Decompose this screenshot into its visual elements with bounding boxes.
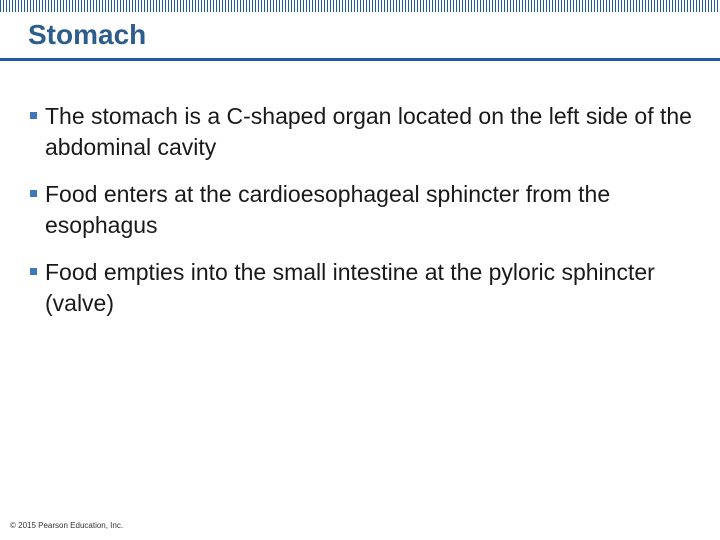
bullet-item	[28, 179, 708, 241]
bullet-item	[28, 101, 708, 163]
bullet-text: Food enters at the cardioesophageal sphincter from the esophagus	[45, 181, 611, 238]
bullet-list	[28, 101, 708, 335]
bullet-item	[28, 257, 708, 319]
square-bullet-icon	[30, 268, 37, 275]
header-stripe	[0, 0, 720, 12]
bullet-text: The stomach is a C-shaped organ located on the left side of the abdominal cavity	[45, 103, 692, 160]
copyright-footer: © 2015 Pearson Education, Inc.	[10, 521, 124, 530]
square-bullet-icon	[30, 190, 37, 197]
slide-title: Stomach	[28, 19, 147, 50]
bullet-text: Food empties into the small intestine at the pyloric sphincter (valve)	[45, 259, 655, 316]
square-bullet-icon	[30, 112, 37, 119]
title-divider	[0, 58, 720, 61]
